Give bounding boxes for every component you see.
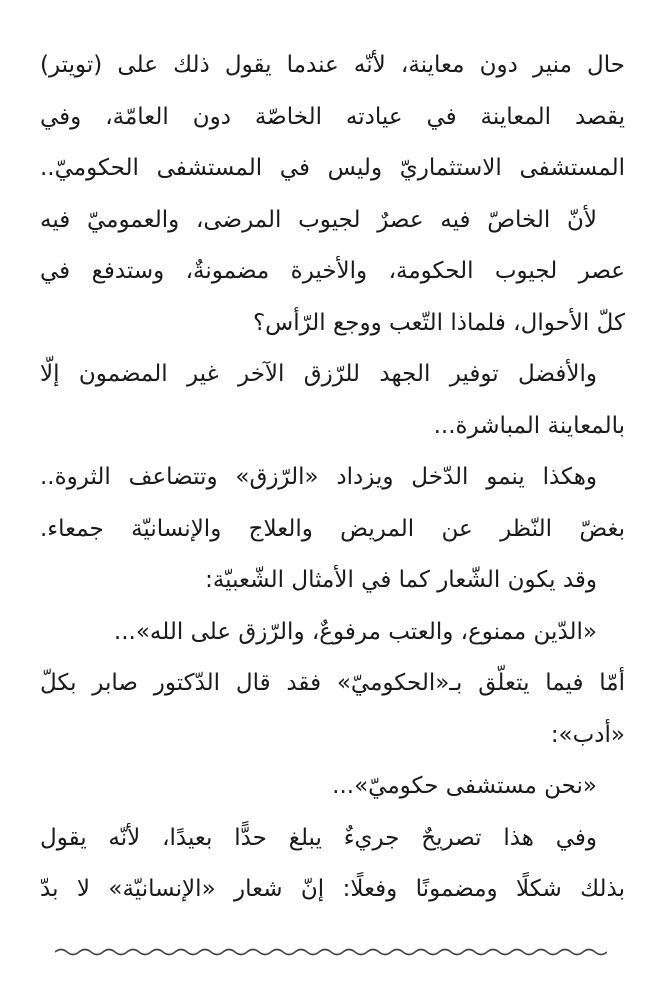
text-line-16: وفي هذا تصريحٌ جريءٌ يبلغ حدًّا بعيدًا، لأنّه يقول — [40, 824, 597, 851]
text-line-2: يقصد المعاينة في عيادته الخاصّة دون العامّة، وفي — [40, 103, 625, 130]
text-line-1: حال منير دون معاينة، لأنّه عندما يقول ذلك على (تويتر) — [40, 52, 625, 78]
book-page — [40, 40, 625, 940]
wavy-line — [55, 950, 607, 955]
text-line-13: أمّا فيما يتعلّق بـ«الحكوميّ» فقد قال الدّكتور صابر بكلّ — [40, 670, 625, 696]
text-line-5: عصر لجيوب الحكومة، والأخيرة مضمونةٌ، وستدفع في — [40, 258, 625, 284]
text-line-14: «أدب»: — [550, 721, 625, 748]
text-line-4: لأنّ الخاصّ فيه عصرٌ لجيوب المرضى، والعموميّ فيه — [40, 206, 597, 233]
text-line-7: والأفضل توفير الجهد للرّزق الآخر غير المضمون إلّا — [40, 361, 597, 387]
page-footer-wavy-divider — [55, 944, 607, 960]
text-line-8: بالمعاينة المباشرة... — [433, 412, 625, 439]
text-line-12: «الدّين ممنوع، والعتب مرفوعٌ، والرّزق على الله»... — [113, 618, 597, 645]
text-line-3: المستشفى الاستثماريّ وليس في المستشفى الحكوميّ.. — [40, 155, 625, 181]
text-line-17: بذلك شكلًا ومضمونًا وفعلًا: إنّ شعار «الإنسانيّة» لا بدّ — [40, 876, 625, 902]
text-line-10: بغضّ النّظر عن المريض والعلاج والإنسانيّة جمعاء. — [40, 515, 625, 542]
text-line-9: وهكذا ينمو الدّخل ويزداد «الرّزق» وتتضاعف الثروة.. — [40, 464, 597, 490]
text-line-11: وقد يكون الشّعار كما في الأمثال الشّعبيّة: — [205, 567, 597, 593]
text-line-6: كلّ الأحوال، فلماذا التّعب ووجع الرّأس؟ — [252, 309, 625, 336]
text-line-15: «نحن مستشفى حكوميّ»... — [332, 773, 597, 799]
